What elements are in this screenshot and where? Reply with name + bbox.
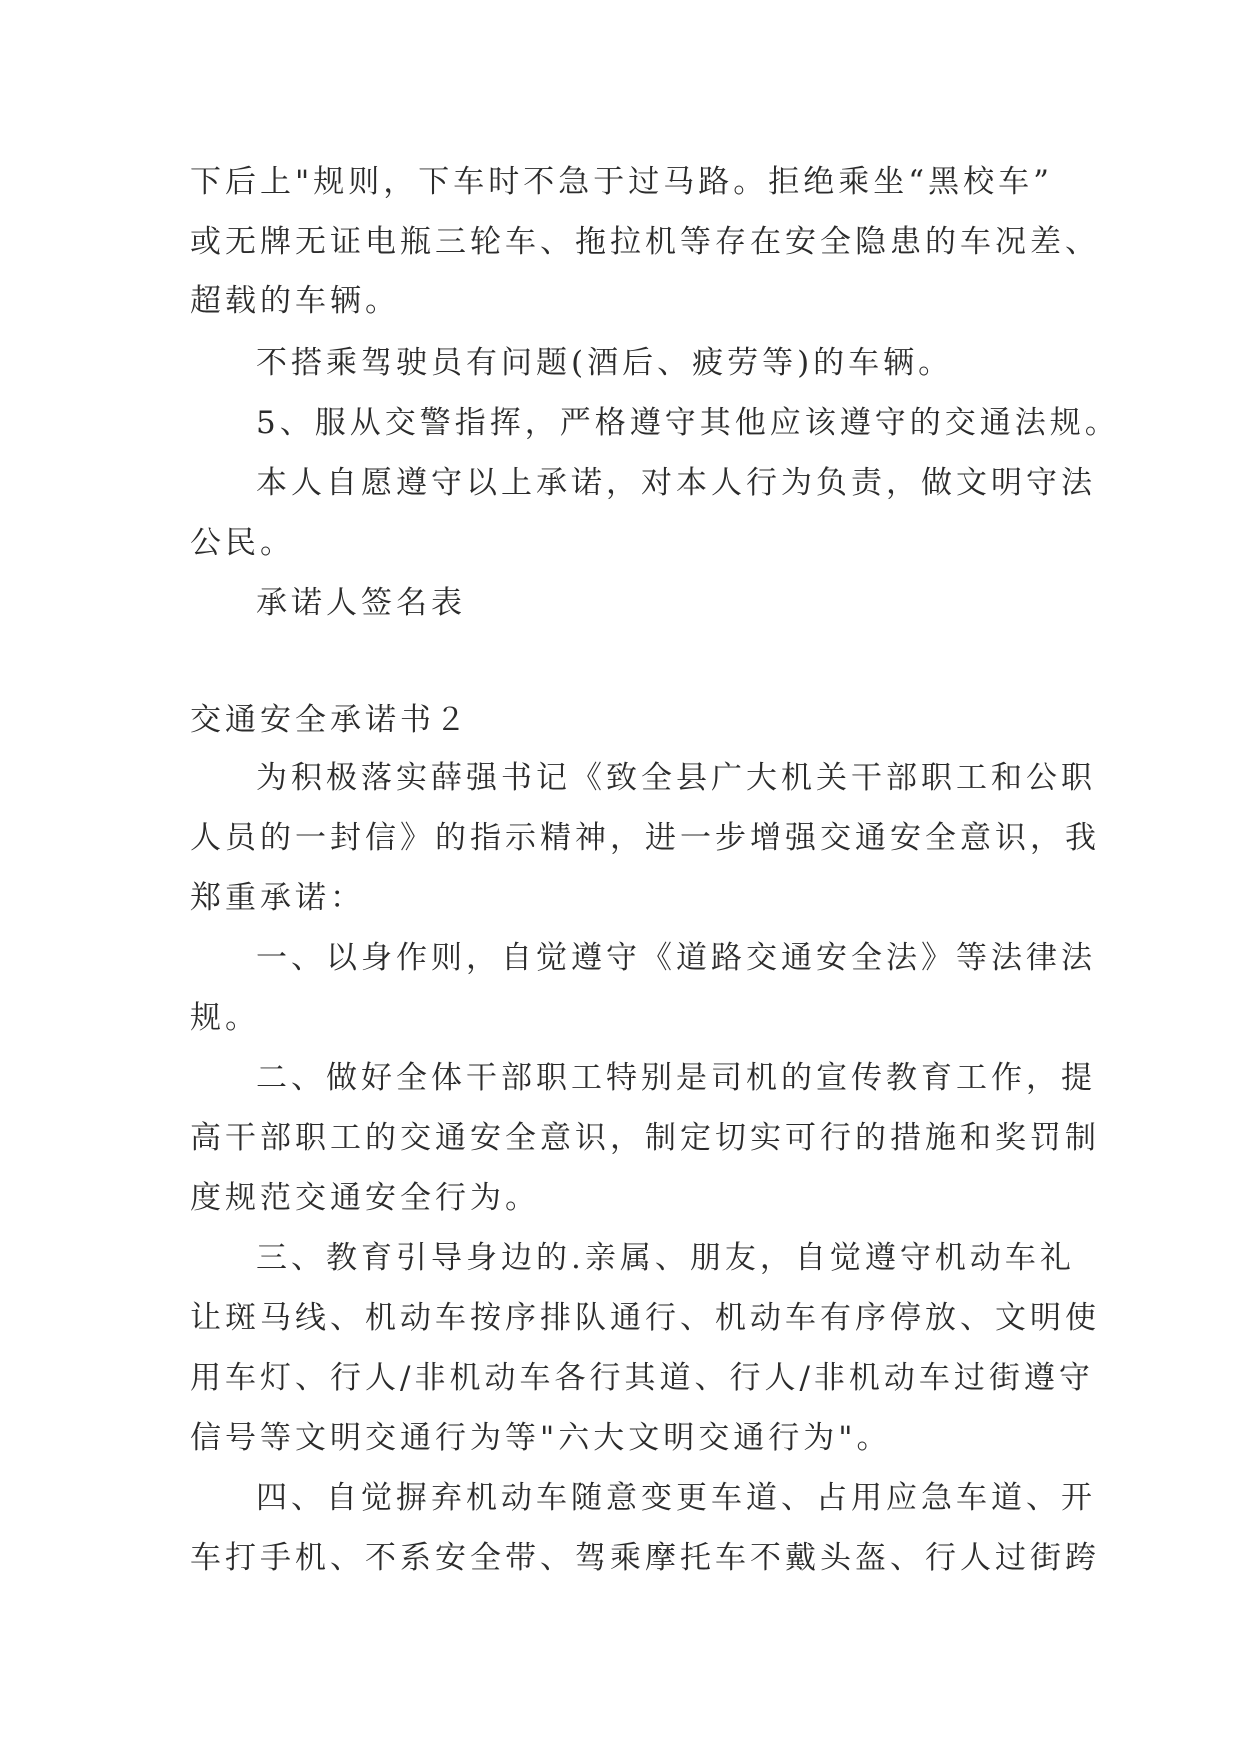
paragraph-line: 二、做好全体干部职工特别是司机的宣传教育工作，提 bbox=[256, 1060, 1096, 1096]
paragraph-line: 超载的车辆。 bbox=[190, 283, 400, 319]
paragraph-line: 本人自愿遵守以上承诺，对本人行为负责，做文明守法 bbox=[256, 465, 1096, 501]
paragraph-line: 5、服从交警指挥，严格遵守其他应该遵守的交通法规。 bbox=[256, 405, 1120, 441]
paragraph-line: 车打手机、不系安全带、驾乘摩托车不戴头盔、行人过街跨 bbox=[190, 1540, 1100, 1576]
paragraph-line: 人员的一封信》的指示精神，进一步增强交通安全意识，我 bbox=[190, 820, 1100, 856]
paragraph-line: 公民。 bbox=[190, 525, 295, 561]
paragraph-line: 信号等文明交通行为等"六大文明交通行为"。 bbox=[190, 1420, 892, 1456]
paragraph-line: 为积极落实薛强书记《致全县广大机关干部职工和公职 bbox=[256, 760, 1096, 796]
paragraph-line: 不搭乘驾驶员有问题(酒后、疲劳等)的车辆。 bbox=[256, 345, 954, 381]
paragraph-line: 高干部职工的交通安全意识，制定切实可行的措施和奖罚制 bbox=[190, 1120, 1100, 1156]
paragraph-line: 让斑马线、机动车按序排队通行、机动车有序停放、文明使 bbox=[190, 1300, 1100, 1336]
paragraph-line: 度规范交通安全行为。 bbox=[190, 1180, 540, 1216]
paragraph-line: 下后上"规则，下车时不急于过马路。拒绝乘坐“黑校车” bbox=[190, 164, 1053, 200]
section-title: 交通安全承诺书２ bbox=[190, 702, 470, 738]
signature-table-label: 承诺人签名表 bbox=[256, 585, 466, 621]
paragraph-line: 规。 bbox=[190, 1000, 260, 1036]
paragraph-line: 三、教育引导身边的.亲属、朋友，自觉遵守机动车礼 bbox=[256, 1240, 1075, 1276]
paragraph-line: 四、自觉摒弃机动车随意变更车道、占用应急车道、开 bbox=[256, 1480, 1096, 1516]
paragraph-line: 郑重承诺： bbox=[190, 880, 365, 916]
paragraph-line: 或无牌无证电瓶三轮车、拖拉机等存在安全隐患的车况差、 bbox=[190, 224, 1100, 260]
paragraph-line: 用车灯、行人/非机动车各行其道、行人/非机动车过街遵守 bbox=[190, 1360, 1094, 1396]
paragraph-line: 一、以身作则，自觉遵守《道路交通安全法》等法律法 bbox=[256, 940, 1096, 976]
